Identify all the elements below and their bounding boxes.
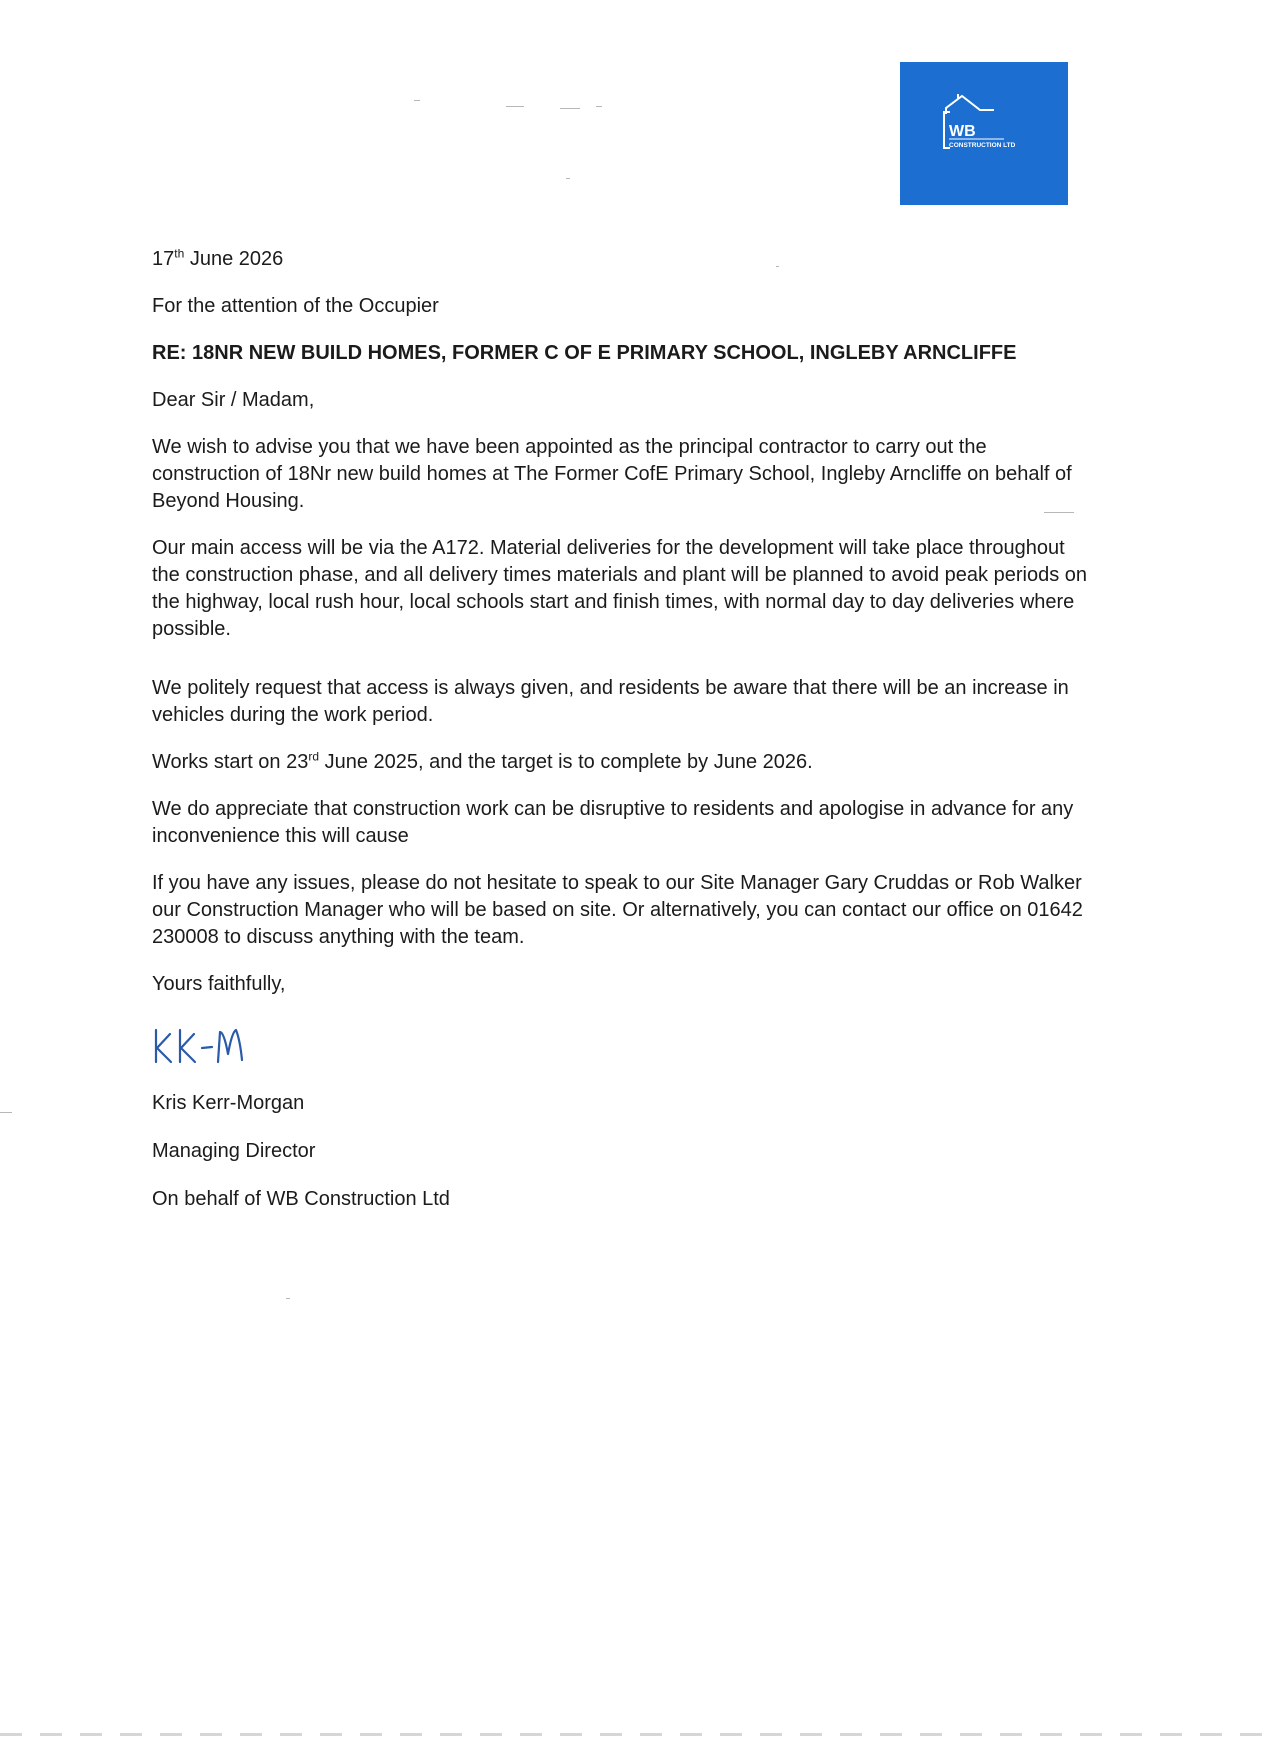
signatory-title: Managing Director [152, 1140, 316, 1162]
house-outline-icon [900, 62, 1068, 205]
scan-speck [560, 108, 580, 109]
paragraph-contact: If you have any issues, please do not hesitate to speak to our Site Manager Gary Cruddas or Rob Walker our Construction Manager who will be based on site. Or alternatively, you can contact our office on 01642 230008 to discuss anything with the team. [152, 872, 1083, 948]
paragraph-works-start [152, 749, 1092, 776]
scan-speck [286, 1298, 290, 1299]
works-start-suffix: rd [308, 749, 320, 764]
date-day: 17 [152, 248, 175, 270]
company-logo [900, 62, 1068, 205]
logo-subtext: CONSTRUCTION LTD [949, 142, 1016, 149]
attention-line: For the attention of the Occupier [152, 295, 439, 317]
works-start-end: June 2025, and the target is to complete by June 2026. [319, 751, 813, 773]
logo-wb-text: WB [949, 123, 976, 140]
scan-edge-strip [0, 1733, 1264, 1736]
date-rest: June 2026 [184, 248, 284, 270]
paragraph-request: We politely request that access is always given, and residents be aware that there will be an increase in vehicles during the work period. [152, 677, 1069, 726]
salutation: Dear Sir / Madam, [152, 389, 315, 411]
scan-speck [506, 106, 524, 107]
scan-speck [566, 178, 570, 179]
letter-body [152, 246, 1092, 1234]
handwritten-signature [150, 1018, 290, 1078]
scan-speck [596, 106, 602, 107]
paragraph-apology: We do appreciate that construction work can be disruptive to residents and apologise in advance for any inconvenience this will cause [152, 798, 1074, 847]
letter-date [152, 246, 1092, 273]
scan-speck [414, 100, 420, 101]
closing: Yours faithfully, [152, 973, 286, 995]
works-start-text: Works start on 23 [152, 751, 309, 773]
scan-speck [0, 1112, 12, 1113]
signatory-company: On behalf of WB Construction Ltd [152, 1188, 450, 1210]
subject-line: RE: 18NR NEW BUILD HOMES, FORMER C OF E PRIMARY SCHOOL, INGLEBY ARNCLIFFE [152, 342, 1017, 364]
date-suffix: th [174, 246, 185, 261]
signatory-name: Kris Kerr-Morgan [152, 1092, 305, 1114]
paragraph-access: Our main access will be via the A172. Material deliveries for the development will take place throughout the construction phase, and all delivery times materials and plant will be planned to avoid peak periods on the highway, local rush hour, local schools start and finish times, with normal day to day deliveries where possible. [152, 537, 1087, 640]
paragraph-appointment: We wish to advise you that we have been appointed as the principal contractor to carry out the construction of 18Nr new build homes at The Former CofE Primary School, Ingleby Arncliffe on behalf of Beyond Housing. [152, 436, 1072, 512]
